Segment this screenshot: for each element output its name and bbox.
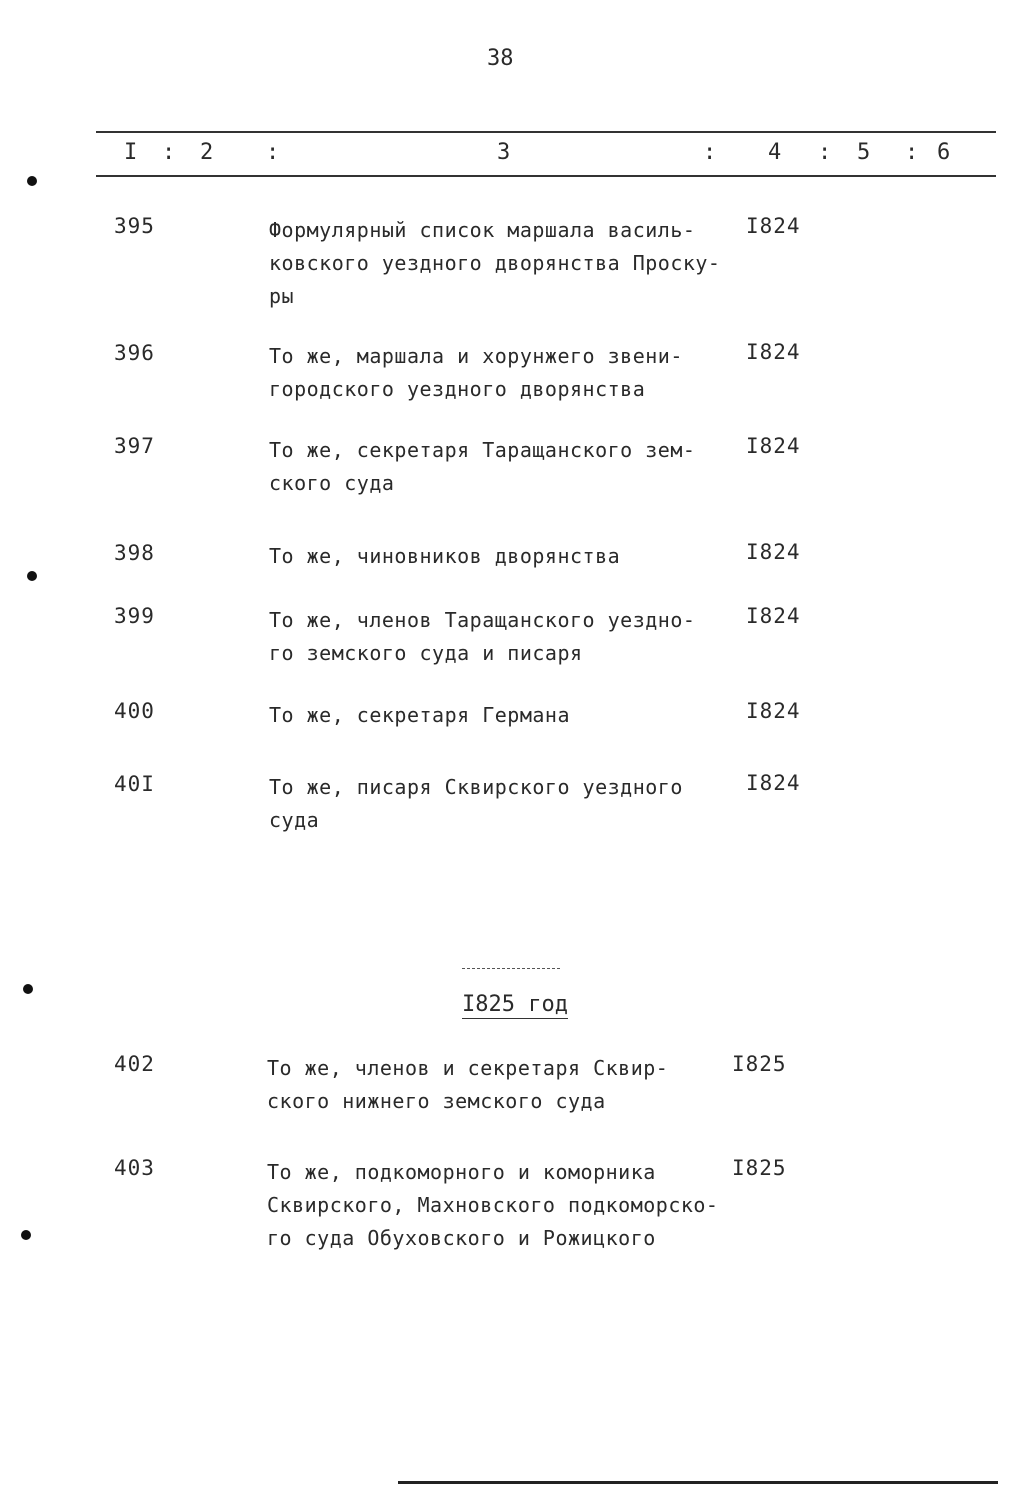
entry-description-line: ры (269, 284, 295, 308)
entry-description (269, 434, 739, 500)
entry-year: I825 (732, 1052, 787, 1076)
bottom-rule (398, 1481, 998, 1484)
entry-number: 402 (114, 1052, 155, 1076)
entry-year: I824 (746, 771, 801, 795)
entry-description-line: То же, подкоморного и коморника (267, 1160, 656, 1184)
entry-number: 396 (114, 341, 155, 365)
entry-year: I824 (746, 604, 801, 628)
entry-year: I824 (746, 214, 801, 238)
header-col-3: 3 (497, 140, 512, 165)
entry-description-line: ковского уездного дворянства Проску- (269, 251, 721, 275)
punch-hole-mark (27, 176, 37, 186)
entry-year: I825 (732, 1156, 787, 1180)
entry-year: I824 (746, 434, 801, 458)
punch-hole-mark (27, 571, 37, 581)
entry-description-line: То же, секретаря Германа (269, 703, 570, 727)
entry-number: 400 (114, 699, 155, 723)
entry-description (267, 1156, 737, 1255)
entry-number: 399 (114, 604, 155, 628)
entry-number: 397 (114, 434, 155, 458)
table-header-rule (96, 175, 996, 177)
header-col-4: 4 (768, 140, 783, 165)
header-col-2: 2 (200, 140, 215, 165)
entry-description-line: То же, писаря Сквирского уездного (269, 775, 683, 799)
section-heading: I825 год (462, 992, 568, 1017)
entry-description-line: То же, чиновников дворянства (269, 544, 621, 568)
entry-description (269, 340, 739, 406)
punch-hole-mark (23, 984, 33, 994)
entry-description-line: То же, членов и секретаря Сквир- (267, 1056, 669, 1080)
header-separator: : (703, 140, 718, 165)
page-number: 38 (487, 46, 514, 71)
entry-number: 403 (114, 1156, 155, 1180)
entry-description (269, 604, 739, 670)
header-col-6: 6 (937, 140, 952, 165)
entry-description (269, 771, 739, 837)
header-col-5: 5 (857, 140, 872, 165)
entry-number: 395 (114, 214, 155, 238)
section-divider (462, 968, 560, 969)
entry-description-line: го земского суда и писаря (269, 641, 583, 665)
header-separator: : (266, 140, 281, 165)
table-top-rule (96, 131, 996, 133)
entry-description-line: То же, маршала и хорунжего звени- (269, 344, 683, 368)
entry-description-line: городского уездного дворянства (269, 377, 646, 401)
entry-description-line: Формулярный список маршала василь- (269, 218, 696, 242)
header-separator: : (162, 140, 177, 165)
entry-description-line: ского нижнего земского суда (267, 1089, 606, 1113)
entry-description-line: То же, секретаря Таращанского зем- (269, 438, 696, 462)
entry-year: I824 (746, 699, 801, 723)
punch-hole-mark (21, 1230, 31, 1240)
entry-number: 40I (114, 772, 155, 796)
entry-description-line: го суда Обуховского и Рожицкого (267, 1226, 656, 1250)
header-col-1: I (124, 140, 139, 165)
entry-description-line: То же, членов Таращанского уездно- (269, 608, 696, 632)
entry-number: 398 (114, 541, 155, 565)
entry-description-line: ского суда (269, 471, 395, 495)
entry-description (269, 214, 739, 313)
entry-description (269, 540, 739, 573)
entry-description-line: суда (269, 808, 320, 832)
entry-year: I824 (746, 340, 801, 364)
header-separator: : (905, 140, 920, 165)
entry-description-line: Сквирского, Махновского подкоморско- (267, 1193, 719, 1217)
entry-year: I824 (746, 540, 801, 564)
entry-description (267, 1052, 737, 1118)
entry-description (269, 699, 739, 732)
header-separator: : (818, 140, 833, 165)
